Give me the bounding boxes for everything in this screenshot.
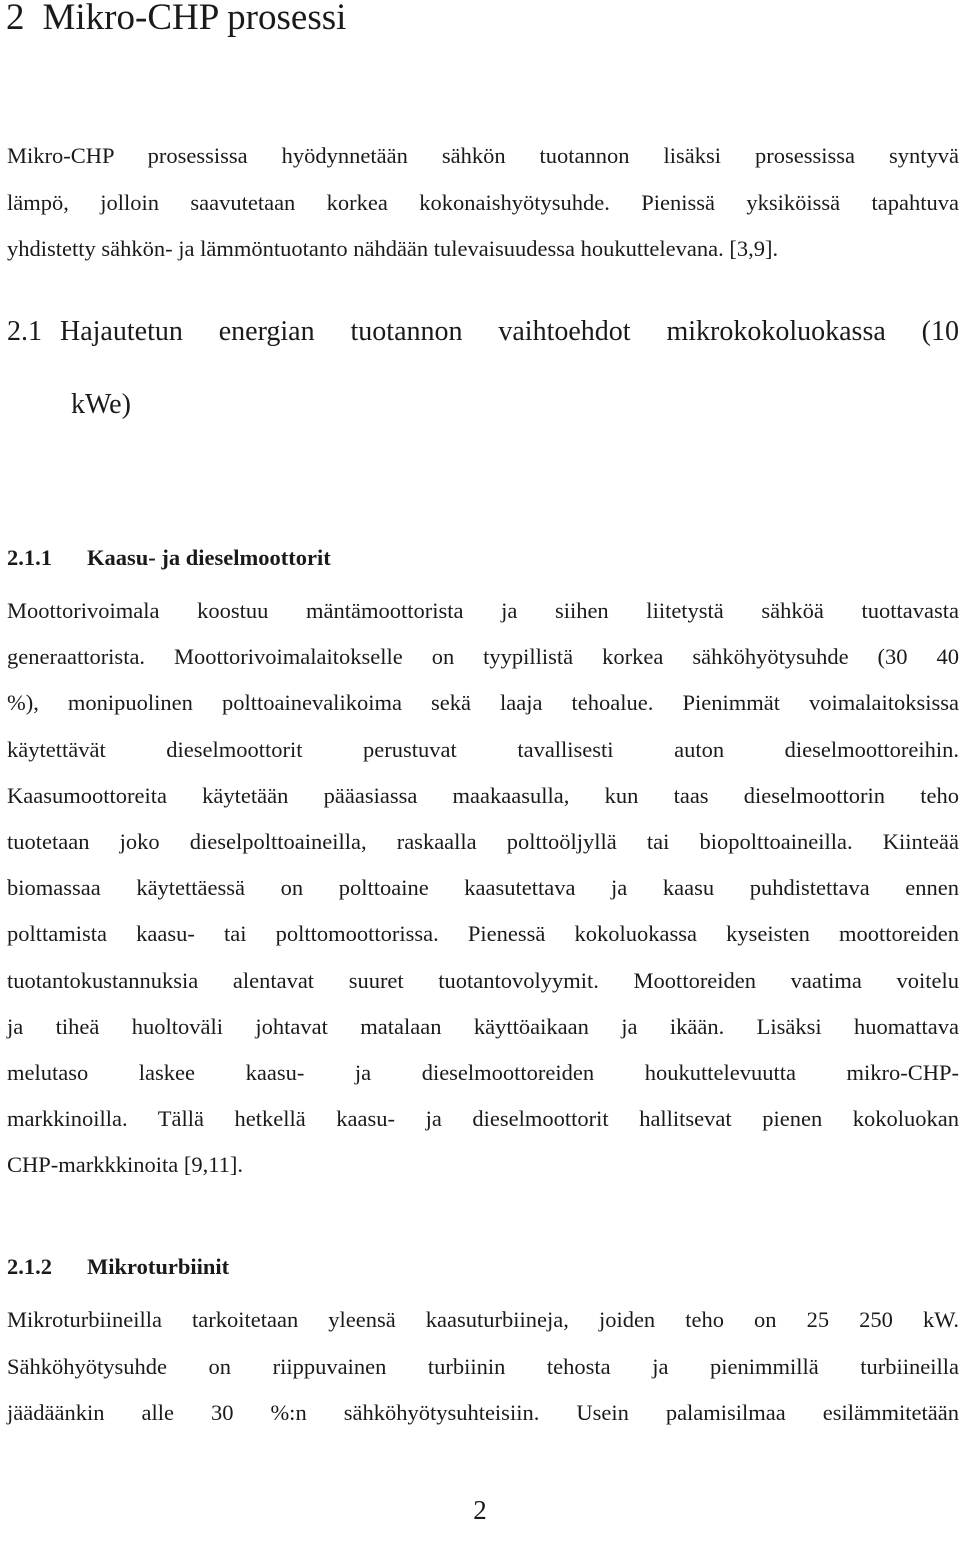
intro-paragraph (7, 133, 959, 273)
text-line: jäädäänkin alle 30 %:n sähköhyötysuhteisiin. Usein palamisilmaa esilämmitetään (7, 1400, 959, 1425)
text-line: polttamista kaasu- tai polttomoottorissa. Pienessä kokoluokassa kyseisten moottoreiden (7, 921, 959, 947)
section-title-part: Hajautetun energian tuotannon vaihtoehdot mikrokokoluokassa (10 (60, 316, 959, 347)
text-line: Moottorivoimala koostuu mäntämoottorista ja siihen liitetystä sähköä tuottavasta (7, 598, 959, 623)
text-line: Kaasumoottoreita käytetään pääasiassa maakaasulla, kun taas dieselmoottorin teho (7, 782, 959, 808)
text-line: markkinoilla. Tällä hetkellä kaasu- ja dieselmoottorit hallitsevat pienen kokoluokan (7, 1106, 959, 1132)
text-line: %), monipuolinen polttoainevalikoima sekä laaja tehoalue. Pienimmät voimalaitoksissa (7, 690, 959, 716)
text-line: melutaso laskee kaasu- ja dieselmoottoreiden houkuttelevuutta mikro-CHP- (7, 1060, 959, 1086)
subsection-heading-microturbines (7, 1252, 229, 1282)
chapter-heading (6, 0, 346, 44)
text-line: tuotetaan joko dieselpolttoaineilla, raskaalla polttoöljyllä tai biopolttoaineilla. Kiinteää (7, 829, 959, 855)
text-line: tuotantokustannuksia alentavat suuret tuotantovolyymit. Moottoreiden vaatima voitelu (7, 967, 959, 993)
text-line: generaattorista. Moottorivoimalaitokselle on tyypillistä korkea sähköhyötysuhde (30 40 (7, 644, 959, 670)
chapter-title: Mikro-CHP prosessi (42, 0, 347, 38)
section-heading-line (7, 295, 959, 368)
chapter-number: 2 (6, 0, 25, 38)
text-line: Sähköhyötysuhde on riippuvainen turbiinin tehosta ja pienimmillä turbiineilla (7, 1353, 959, 1379)
text-line: ja tiheä huoltoväli johtavat matalaan käyttöaikaan ja ikään. Lisäksi huomattava (7, 1013, 959, 1039)
text-line: CHP-markkkinoita [9,11]. (7, 1152, 244, 1178)
section-number: 2.1 (7, 316, 42, 347)
text-line: Mikro-CHP prosessissa hyödynnetään sähkön tuotannon lisäksi prosessissa syntyvä (7, 143, 959, 168)
page-number: 2 (473, 1495, 487, 1525)
text-line: käytettävät dieselmoottorit perustuvat tavallisesti auton dieselmoottoreihin. (7, 736, 959, 762)
subsection-title: Kaasu- ja dieselmoottorit (87, 545, 331, 570)
text-line: yhdistetty sähkön- ja lämmöntuotanto nähdään tulevaisuudessa houkuttelevana. [3,9]. (7, 236, 779, 261)
subsection-title: Mikroturbiinit (87, 1254, 230, 1279)
text-line: biomassaa käytettäessä on polttoaine kaasutettava ja kaasu puhdistettava ennen (7, 875, 959, 901)
text-line: Mikroturbiineilla tarkoitetaan yleensä kaasuturbiineja, joiden teho on 25 250 kW. (7, 1307, 959, 1332)
section-heading (7, 295, 959, 441)
section-heading-line: kWe) (71, 389, 131, 420)
subsection-heading-engines (7, 543, 331, 573)
microturbines-paragraph (7, 1297, 959, 1437)
subsection-number: 2.1.2 (7, 1254, 52, 1279)
subsection-number: 2.1.1 (7, 545, 52, 570)
text-line: lämpö, jolloin saavutetaan korkea kokonaishyötysuhde. Pienissä yksiköissä tapahtuva (7, 189, 959, 215)
engines-paragraph (7, 588, 959, 1189)
